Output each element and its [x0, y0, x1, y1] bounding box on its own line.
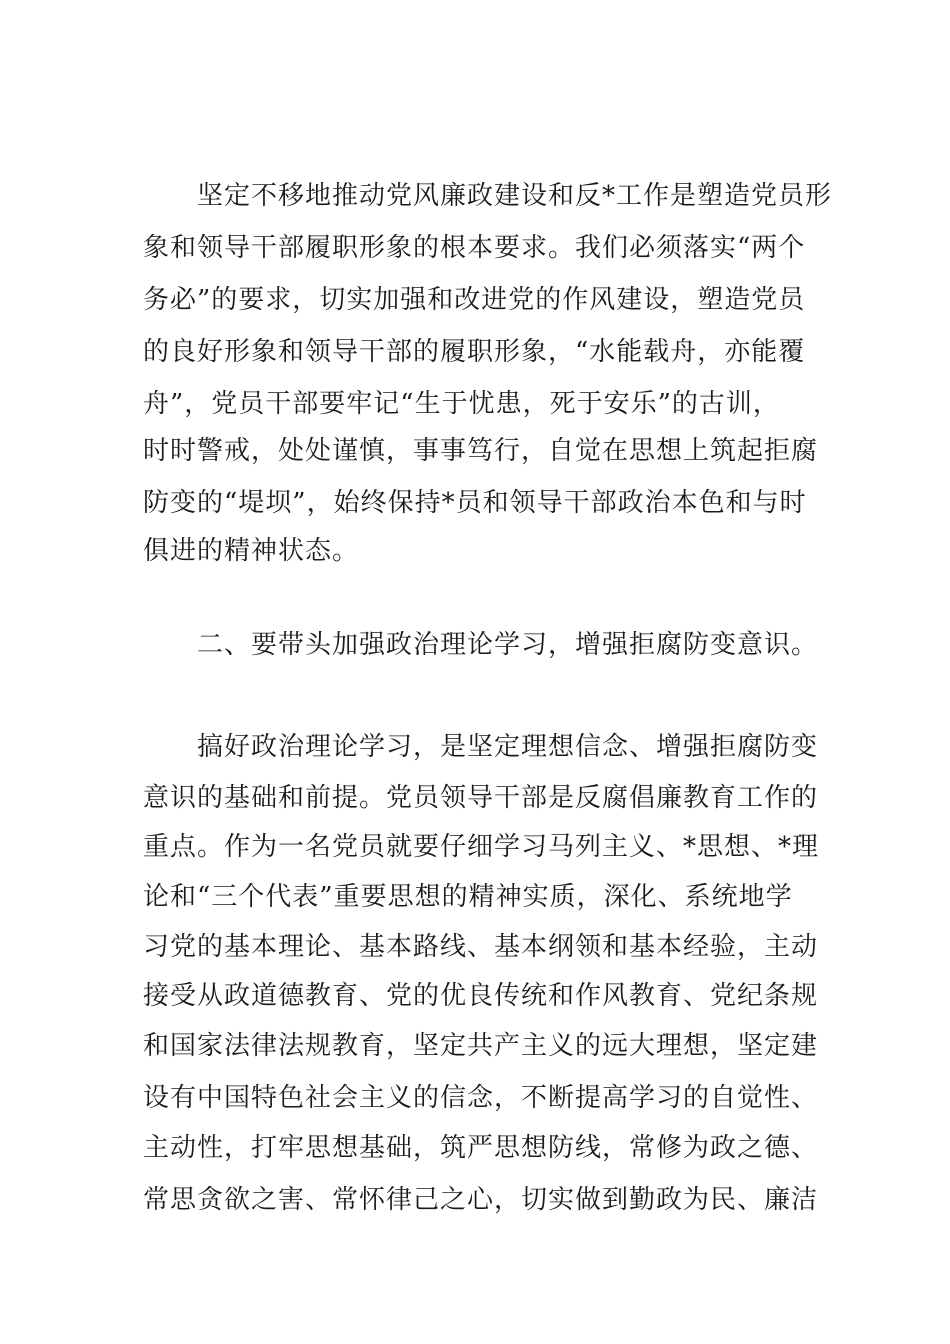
paragraph-line: 俱进的精神状态。: [143, 536, 360, 566]
paragraph-line: 舟”，党员干部要牢记“生于忧患，死于安乐”的古训，: [143, 389, 780, 419]
paragraph-line: 设有中国特色社会主义的信念，不断提高学习的自觉性、: [143, 1083, 819, 1113]
paragraph-line: 坚定不移地推动党风廉政建设和反*工作是塑造党员形: [197, 181, 833, 211]
paragraph-line: 和国家法律法规教育，坚定共产主义的远大理想，坚定建: [143, 1031, 819, 1061]
paragraph-line: 搞好政治理论学习，是坚定理想信念、增强拒腐防变: [197, 732, 819, 762]
paragraph-line: 论和“三个代表”重要思想的精神实质，深化、系统地学: [143, 882, 793, 912]
paragraph-line: 重点。作为一名党员就要仔细学习马列主义、*思想、*理: [143, 832, 820, 862]
paragraph-line: 常思贪欲之害、常怀律己之心，切实做到勤政为民、廉洁: [143, 1185, 819, 1215]
paragraph-line: 习党的基本理论、基本路线、基本纲领和基本经验，主动: [143, 932, 819, 962]
paragraph-line: 时时警戒，处处谨慎，事事笃行，自觉在思想上筑起拒腐: [143, 436, 819, 466]
paragraph-line: 务必”的要求，切实加强和改进党的作风建设，塑造党员: [143, 285, 806, 315]
paragraph-line: 象和领导干部履职形象的根本要求。我们必须落实“两个: [143, 233, 806, 263]
paragraph-line: 意识的基础和前提。党员领导干部是反腐倡廉教育工作的: [143, 783, 819, 813]
paragraph-line: 防变的“堤坝”，始终保持*员和领导干部政治本色和与时: [143, 488, 807, 518]
section-heading: 二、要带头加强政治理论学习，增强拒腐防变意识。: [197, 630, 819, 660]
paragraph-line: 接受从政道德教育、党的优良传统和作风教育、党纪条规: [143, 981, 819, 1011]
paragraph-line: 主动性，打牢思想基础，筑严思想防线，常修为政之德、: [143, 1133, 819, 1163]
paragraph-line: 的良好形象和领导干部的履职形象，“水能载舟，亦能覆: [143, 337, 806, 367]
